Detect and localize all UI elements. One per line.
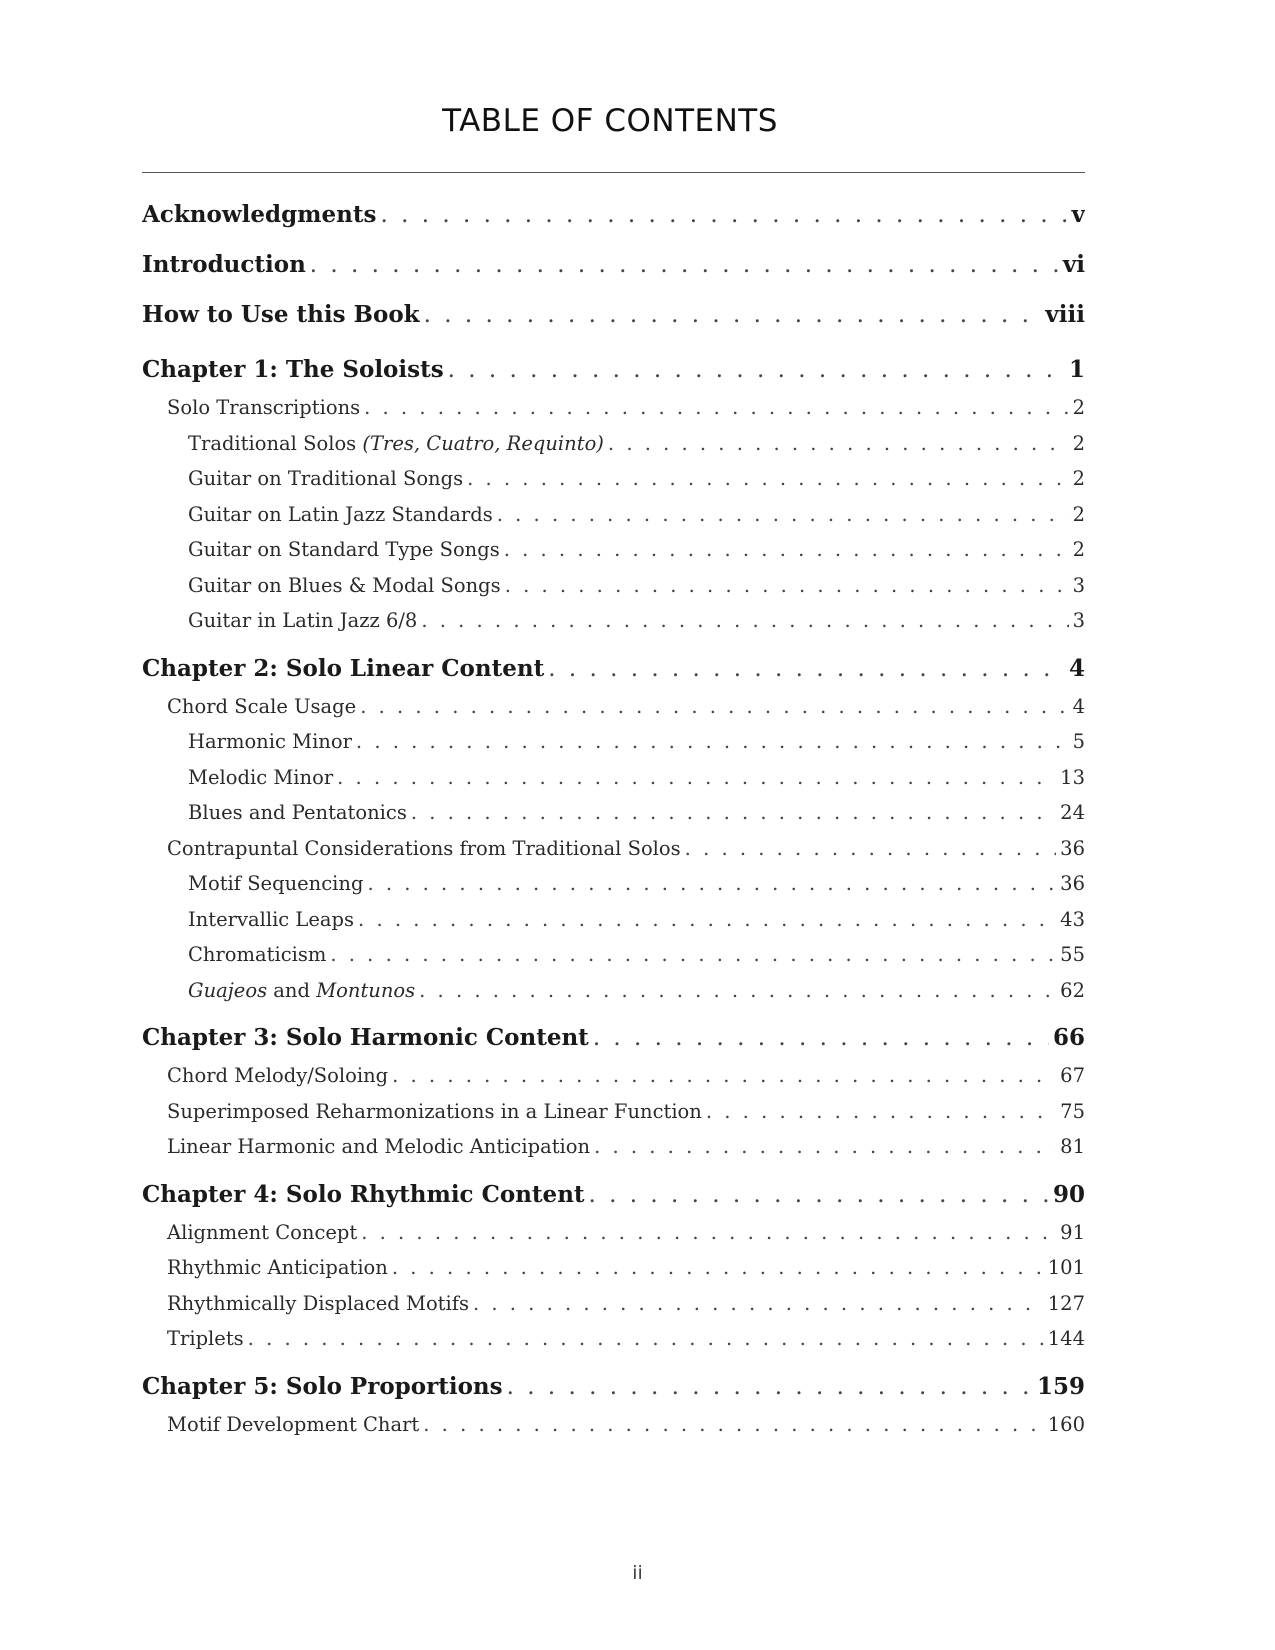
dot-leader: [358, 902, 1056, 938]
toc-entry-page: 4: [1068, 654, 1085, 682]
toc-entry-page: 3: [1072, 573, 1085, 597]
toc-entry-label-text: Intervallic Leaps: [188, 907, 355, 931]
dot-leader: [589, 1175, 1049, 1215]
toc-entry-label: [167, 1129, 590, 1165]
toc-entry-subsection[interactable]: [142, 902, 1085, 938]
toc-entry-subsection[interactable]: [142, 937, 1085, 973]
toc-entry-page: 2: [1072, 431, 1085, 455]
toc-entry-label: [188, 760, 333, 796]
dot-leader: [421, 603, 1068, 639]
toc-entry-label: [188, 902, 354, 938]
toc-entry-label: [188, 973, 415, 1009]
toc-entry-label: [142, 240, 306, 290]
toc-entry-subsection[interactable]: [142, 461, 1085, 497]
toc-entry-label: [188, 426, 604, 462]
toc-entry-label-text: Triplets: [167, 1327, 244, 1350]
toc-entry-main[interactable]: [142, 649, 1085, 689]
toc-entry-label-text: Rhythmic Anticipation: [167, 1256, 388, 1279]
toc-entry-section[interactable]: [142, 1250, 1085, 1286]
toc-entry-page: 81: [1060, 1135, 1085, 1158]
dot-leader: [419, 973, 1056, 1009]
toc-entry-page: 2: [1072, 538, 1085, 561]
toc-entry-main[interactable]: [142, 1367, 1085, 1407]
toc-entry-label: [188, 937, 326, 973]
toc-entry-label-text: Chapter 1: The Soloists: [142, 356, 444, 383]
dot-leader: [423, 1407, 1043, 1443]
toc-entry-label: [167, 1094, 702, 1130]
toc-entry-subsection[interactable]: [142, 973, 1085, 1009]
toc-entry-section[interactable]: [142, 1407, 1085, 1443]
toc-entry-label-text: Chapter 2: Solo Linear Content: [142, 654, 545, 682]
toc-entry-label-text: Guitar on Latin Jazz Standards: [188, 502, 493, 526]
toc-entry-label-text: Chapter 4: Solo Rhythmic Content: [142, 1180, 585, 1208]
dot-leader: [364, 390, 1068, 426]
toc-entry-label: [167, 1058, 388, 1094]
dot-leader: [337, 760, 1056, 796]
toc-entry-label: [167, 831, 681, 867]
toc-entry-label-text: Motif Sequencing: [188, 872, 364, 895]
toc-entry-label: [142, 649, 544, 689]
dot-leader: [467, 461, 1068, 497]
toc-entry-label-text: Chapter 3: Solo Harmonic Content: [142, 1024, 589, 1051]
toc-entry-page: 159: [1036, 1372, 1085, 1400]
toc-entry-section[interactable]: [142, 1129, 1085, 1165]
toc-entry-page: 62: [1060, 978, 1085, 1002]
toc-entry-subsection[interactable]: [142, 795, 1085, 831]
toc-entry-page: 75: [1060, 1099, 1085, 1123]
toc-entry-label-italic: Montunos: [316, 978, 416, 1002]
toc-entry-label-text: Chord Melody/Soloing: [167, 1064, 389, 1087]
toc-entry-page: 13: [1060, 765, 1085, 789]
dot-leader: [392, 1250, 1044, 1286]
dot-leader: [685, 831, 1057, 867]
toc-entry-label: [142, 1018, 589, 1058]
dot-leader: [380, 190, 1067, 240]
toc-entry-label-italic: Guajeos: [188, 978, 268, 1002]
toc-entry-section[interactable]: [142, 1286, 1085, 1322]
dot-leader: [330, 937, 1056, 973]
toc-entry-label: [188, 497, 493, 533]
dot-leader: [593, 1018, 1049, 1058]
dot-leader: [448, 350, 1065, 390]
toc-entry-page: 160: [1047, 1412, 1085, 1436]
toc-entry-subsection[interactable]: [142, 568, 1085, 604]
dot-leader: [473, 1286, 1044, 1322]
toc-entry-label: [167, 1321, 244, 1357]
toc-entry-page: 90: [1052, 1180, 1085, 1208]
toc-entry-label-text: Linear Harmonic and Melodic Anticipation: [167, 1135, 591, 1158]
toc-entry-label-text: Motif Development Chart: [167, 1412, 420, 1436]
toc-entry-label-text: Rhythmically Displaced Motifs: [167, 1291, 469, 1315]
toc-entry-label: [167, 689, 356, 725]
toc-entry-page: 127: [1047, 1291, 1085, 1315]
dot-leader: [310, 240, 1059, 290]
toc-entry-page: 66: [1052, 1024, 1085, 1051]
dot-leader: [424, 290, 1042, 340]
toc-entry-label-text: How to Use this Book: [142, 301, 420, 328]
toc-entry-main[interactable]: [142, 1175, 1085, 1215]
toc-entry-page: v: [1071, 201, 1085, 228]
toc-entry-label: [142, 190, 376, 240]
dot-leader: [497, 497, 1069, 533]
toc-entry-label-text: Contrapuntal Considerations from Traditional Solos: [167, 836, 681, 860]
toc-entry-label-text: Chord Scale Usage: [167, 694, 357, 718]
toc-entry-page: 5: [1072, 730, 1085, 753]
toc-entry-page: 1: [1068, 356, 1085, 383]
toc-entry-label-text: Guitar on Blues & Modal Songs: [188, 573, 501, 597]
dot-leader: [248, 1321, 1044, 1357]
page-title: TABLE OF CONTENTS: [442, 103, 778, 139]
toc-entry-label-text: Guitar on Traditional Songs: [188, 467, 464, 490]
toc-entry-subsection[interactable]: [142, 497, 1085, 533]
toc-entry-page: 55: [1060, 943, 1085, 966]
toc-entry-main[interactable]: [142, 240, 1085, 290]
toc-entry-main[interactable]: [142, 350, 1085, 390]
toc-entry-page: 43: [1060, 907, 1085, 931]
toc-entry-subsection[interactable]: [142, 724, 1085, 760]
toc-entry-section[interactable]: [142, 689, 1085, 725]
toc-entry-label: [167, 1286, 469, 1322]
toc-entry-label: [142, 1175, 585, 1215]
toc-entry-label: [188, 568, 501, 604]
toc-entry-page: 36: [1060, 872, 1085, 895]
toc-entry-page: 2: [1072, 502, 1085, 526]
toc-entry-label-text: Melodic Minor: [188, 765, 334, 789]
dot-leader: [360, 689, 1068, 725]
toc-entry-label: [167, 1215, 357, 1251]
page-number: ii: [632, 1562, 643, 1584]
toc-entry-page: 3: [1072, 609, 1085, 632]
toc-entry-subsection[interactable]: [142, 603, 1085, 639]
toc-entry-page: 101: [1047, 1256, 1085, 1279]
toc-entry-subsection[interactable]: [142, 532, 1085, 568]
toc-entry-label: [167, 1250, 388, 1286]
toc-entry-label-text: Acknowledgments: [142, 201, 377, 228]
toc-entry-label: [142, 290, 420, 340]
toc-entry-page: 2: [1072, 467, 1085, 490]
toc-entry-main[interactable]: [142, 1018, 1085, 1058]
toc-entry-label-text: Superimposed Reharmonizations in a Linear Function: [167, 1099, 702, 1123]
toc-entry-label-text: Blues and Pentatonics: [188, 801, 407, 824]
toc-entry-page: 2: [1072, 396, 1085, 419]
toc-entry-main[interactable]: [142, 290, 1085, 340]
toc-entry-label-text: Traditional Solos: [188, 431, 357, 455]
toc-entry-label-text: Chromaticism: [188, 943, 327, 966]
toc-entry-page: 36: [1060, 836, 1085, 860]
dot-leader: [706, 1094, 1056, 1130]
toc-entry-label: [142, 350, 444, 390]
toc-entry-label: [188, 724, 352, 760]
dot-leader: [507, 1367, 1033, 1407]
toc-entry-label-text: Solo Transcriptions: [167, 396, 361, 419]
toc-entry-main[interactable]: [142, 190, 1085, 240]
toc-entry-section[interactable]: [142, 831, 1085, 867]
toc-entry-page: vi: [1062, 251, 1085, 278]
toc-entry-subsection[interactable]: [142, 866, 1085, 902]
dot-leader: [367, 866, 1056, 902]
toc-entry-label-italic: (Tres, Cuatro, Requinto): [362, 431, 604, 455]
toc-entry-label: [188, 795, 407, 831]
dot-leader: [548, 649, 1065, 689]
toc-entry-section[interactable]: [142, 1058, 1085, 1094]
toc-list: [142, 190, 1085, 1442]
toc-entry-label: [188, 603, 417, 639]
dot-leader: [504, 532, 1069, 568]
toc-entry-label-text: Introduction: [142, 251, 306, 278]
toc-entry-page: 144: [1047, 1327, 1085, 1350]
toc-entry-label: [188, 866, 363, 902]
toc-entry-label: [188, 461, 463, 497]
toc-entry-label-text: Chapter 5: Solo Proportions: [142, 1372, 503, 1400]
toc-entry-section[interactable]: [142, 1094, 1085, 1130]
toc-entry-section[interactable]: [142, 390, 1085, 426]
dot-leader: [505, 568, 1069, 604]
toc-entry-page: 24: [1060, 801, 1085, 824]
toc-entry-label: [167, 390, 360, 426]
toc-entry-label-text: and: [267, 978, 317, 1002]
toc-entry-label: [142, 1367, 503, 1407]
toc-entry-label-text: Harmonic Minor: [188, 730, 352, 753]
dot-leader: [594, 1129, 1056, 1165]
toc-entry-page: 91: [1060, 1220, 1085, 1244]
dot-leader: [392, 1058, 1056, 1094]
dot-leader: [411, 795, 1056, 831]
toc-entry-page: 67: [1060, 1064, 1085, 1087]
dot-leader: [356, 724, 1069, 760]
toc-entry-page: 4: [1072, 694, 1085, 718]
toc-entry-section[interactable]: [142, 1321, 1085, 1357]
toc-entry-label: [167, 1407, 419, 1443]
toc-entry-label: [188, 532, 500, 568]
toc-entry-page: viii: [1045, 301, 1085, 328]
toc-entry-section[interactable]: [142, 1215, 1085, 1251]
dot-leader: [361, 1215, 1056, 1251]
dot-leader: [608, 426, 1069, 462]
toc-entry-label-text: Guitar on Standard Type Songs: [188, 538, 500, 561]
toc-entry-subsection[interactable]: [142, 426, 1085, 462]
title-rule: [142, 172, 1085, 173]
toc-entry-label-text: Alignment Concept: [167, 1220, 358, 1244]
toc-entry-subsection[interactable]: [142, 760, 1085, 796]
toc-entry-label-text: Guitar in Latin Jazz 6/8: [188, 609, 418, 632]
